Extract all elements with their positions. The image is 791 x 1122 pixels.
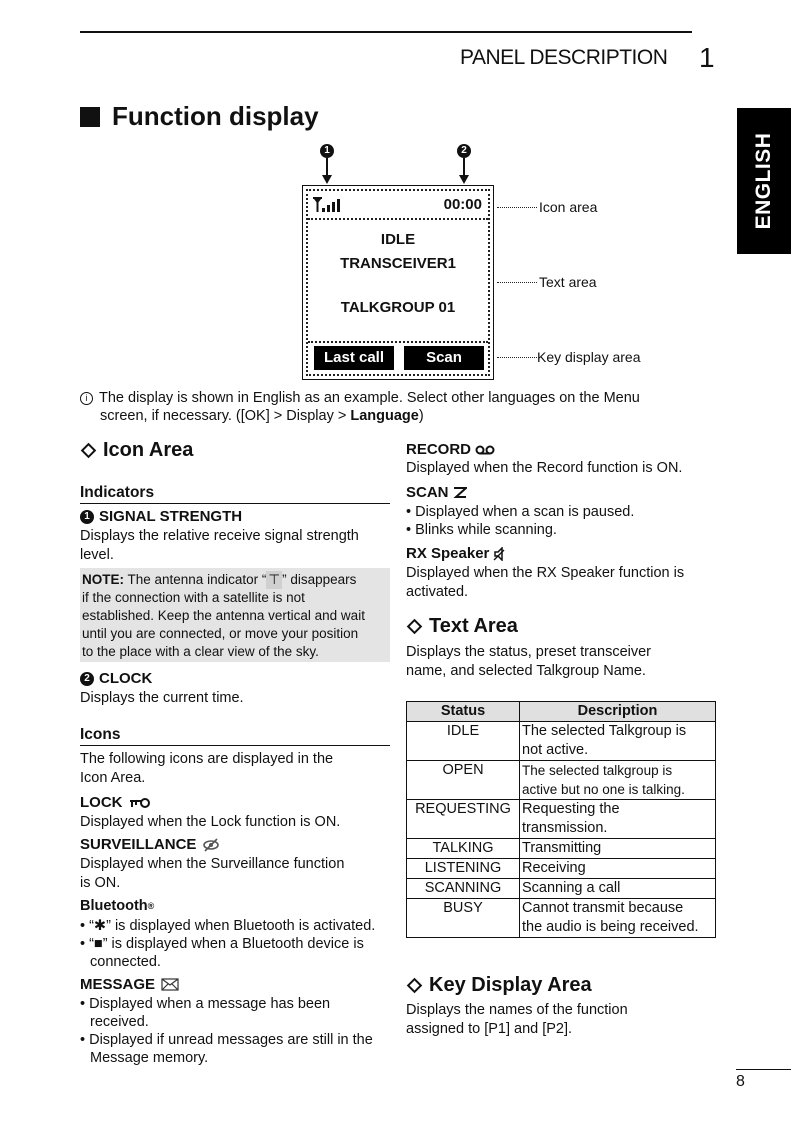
scan-list: • Displayed when a scan is paused. • Blinks while scanning.	[406, 504, 635, 538]
info-circle-icon: i	[80, 392, 93, 405]
column-header-description: Description	[520, 702, 716, 722]
bluetooth-heading: Bluetooth ®	[80, 898, 155, 914]
leader-line	[497, 357, 537, 358]
arrow-down-icon	[322, 175, 332, 184]
arrow-line	[326, 158, 328, 176]
antenna-icon: ⊤	[268, 572, 281, 587]
lock-key-icon	[129, 797, 151, 809]
bluetooth-list	[80, 917, 400, 971]
callout-1-icon: 1	[80, 510, 94, 524]
chapter-number: 1	[699, 42, 715, 73]
table-row: SCANNING Scanning a call	[407, 879, 716, 899]
square-bullet-icon	[80, 107, 100, 127]
lcd-key-p1: Last call	[314, 346, 394, 370]
table-header-row	[407, 702, 716, 722]
arrow-line	[463, 158, 465, 176]
lcd-screen	[302, 185, 494, 380]
indicators-heading: Indicators	[80, 484, 390, 504]
key-display-area-heading: Key Display Area	[406, 974, 592, 997]
table-row: OPEN The selected talkgroup is active but no one is talking.	[407, 761, 716, 800]
scan-z-icon	[453, 487, 467, 499]
clock-heading: 2 CLOCK	[80, 670, 152, 687]
icon-area-heading: Icon Area	[80, 439, 193, 462]
lcd-transceiver-name: TRANSCEIVER1	[340, 255, 456, 272]
leader-line	[497, 282, 537, 283]
table-row: BUSY Cannot transmit because the audio is being received.	[407, 899, 716, 938]
top-rule	[80, 31, 692, 33]
lock-heading: LOCK	[80, 794, 151, 811]
bluetooth-activated-item: • “✱” is displayed when Bluetooth is activated.	[80, 918, 376, 934]
surveillance-eye-slash-icon	[202, 838, 220, 852]
rx-speaker-desc: Displayed when the RX Speaker function is activated.	[406, 565, 685, 600]
message-heading: MESSAGE	[80, 976, 179, 993]
diamond-icon	[407, 978, 423, 994]
key-area-label: Key display area	[537, 349, 641, 365]
surveillance-desc: Displayed when the Surveillance function is ON.	[80, 856, 345, 891]
table-row: REQUESTING Requesting the transmission.	[407, 800, 716, 839]
bluetooth-connected-item: • “■” is displayed when a Bluetooth device is connected.	[80, 936, 364, 970]
text-area-heading: Text Area	[406, 615, 518, 638]
signal-strength-desc: Displays the relative receive signal strength level.	[80, 528, 359, 563]
leader-line	[497, 207, 537, 208]
icon-area-label: Icon area	[539, 199, 598, 215]
envelope-icon	[161, 978, 179, 991]
status-table	[406, 701, 716, 938]
arrow-down-icon	[459, 175, 469, 184]
signal-strength-heading: 1 SIGNAL STRENGTH	[80, 508, 242, 525]
key-display-area-desc: Displays the names of the function assigned to [P1] and [P2].	[406, 1002, 628, 1037]
lcd-talkgroup: TALKGROUP 01	[340, 299, 456, 316]
text-area-desc: Displays the status, preset transceiver name, and selected Talkgroup Name.	[406, 644, 651, 679]
chapter-title: PANEL DESCRIPTION	[460, 46, 668, 69]
callout-2: 2	[457, 144, 471, 158]
language-tab: ENGLISH	[737, 108, 791, 254]
table-row: IDLE The selected Talkgroup is not active.	[407, 722, 716, 761]
rx-speaker-heading: RX Speaker	[406, 545, 505, 562]
icons-intro: The following icons are displayed in the Icon Area.	[80, 751, 334, 786]
info-note: i The display is shown in English as an example. Select other languages on the Menu	[80, 389, 640, 408]
column-header-status: Status	[407, 702, 520, 722]
record-desc: Displayed when the Record function is ON.	[406, 460, 683, 476]
callout-2-icon: 2	[80, 672, 94, 686]
table-row: TALKING Transmitting	[407, 839, 716, 859]
lcd-key-p2: Scan	[404, 346, 484, 370]
lock-desc: Displayed when the Lock function is ON.	[80, 814, 341, 830]
rx-speaker-icon	[493, 547, 505, 561]
lcd-divider	[308, 218, 488, 220]
record-tape-icon	[475, 445, 495, 455]
icons-heading: Icons	[80, 726, 390, 746]
section-title: Function display	[80, 101, 319, 132]
footer-rule	[736, 1069, 791, 1070]
table-row: LISTENING Receiving	[407, 859, 716, 879]
text-area-label: Text area	[539, 274, 597, 290]
clock-desc: Displays the current time.	[80, 690, 244, 706]
callout-1: 1	[320, 144, 334, 158]
antenna-signal-icon	[313, 197, 343, 213]
diamond-icon	[407, 619, 423, 635]
surveillance-heading: SURVEILLANCE	[80, 836, 220, 853]
lcd-clock: 00:00	[443, 196, 482, 213]
antenna-note: NOTE: The antenna indicator “ ⊤ ” disappears if the connection with a satellite is not established. Keep the antenna vertical and wait until you are connected, or move your position to the place with a clear view of the sky.	[80, 568, 390, 662]
scan-heading: SCAN	[406, 484, 467, 501]
page-number: 8	[736, 1073, 745, 1090]
record-heading: RECORD	[406, 441, 495, 458]
lcd-status: IDLE	[380, 231, 416, 248]
lcd-divider	[308, 341, 488, 343]
info-note-line2: screen, if necessary. ([OK] > Display > Language)	[100, 408, 424, 424]
diamond-icon	[81, 443, 97, 459]
message-list: • Displayed when a message has been received. • Displayed if unread messages are still in the Message memory.	[80, 996, 373, 1066]
